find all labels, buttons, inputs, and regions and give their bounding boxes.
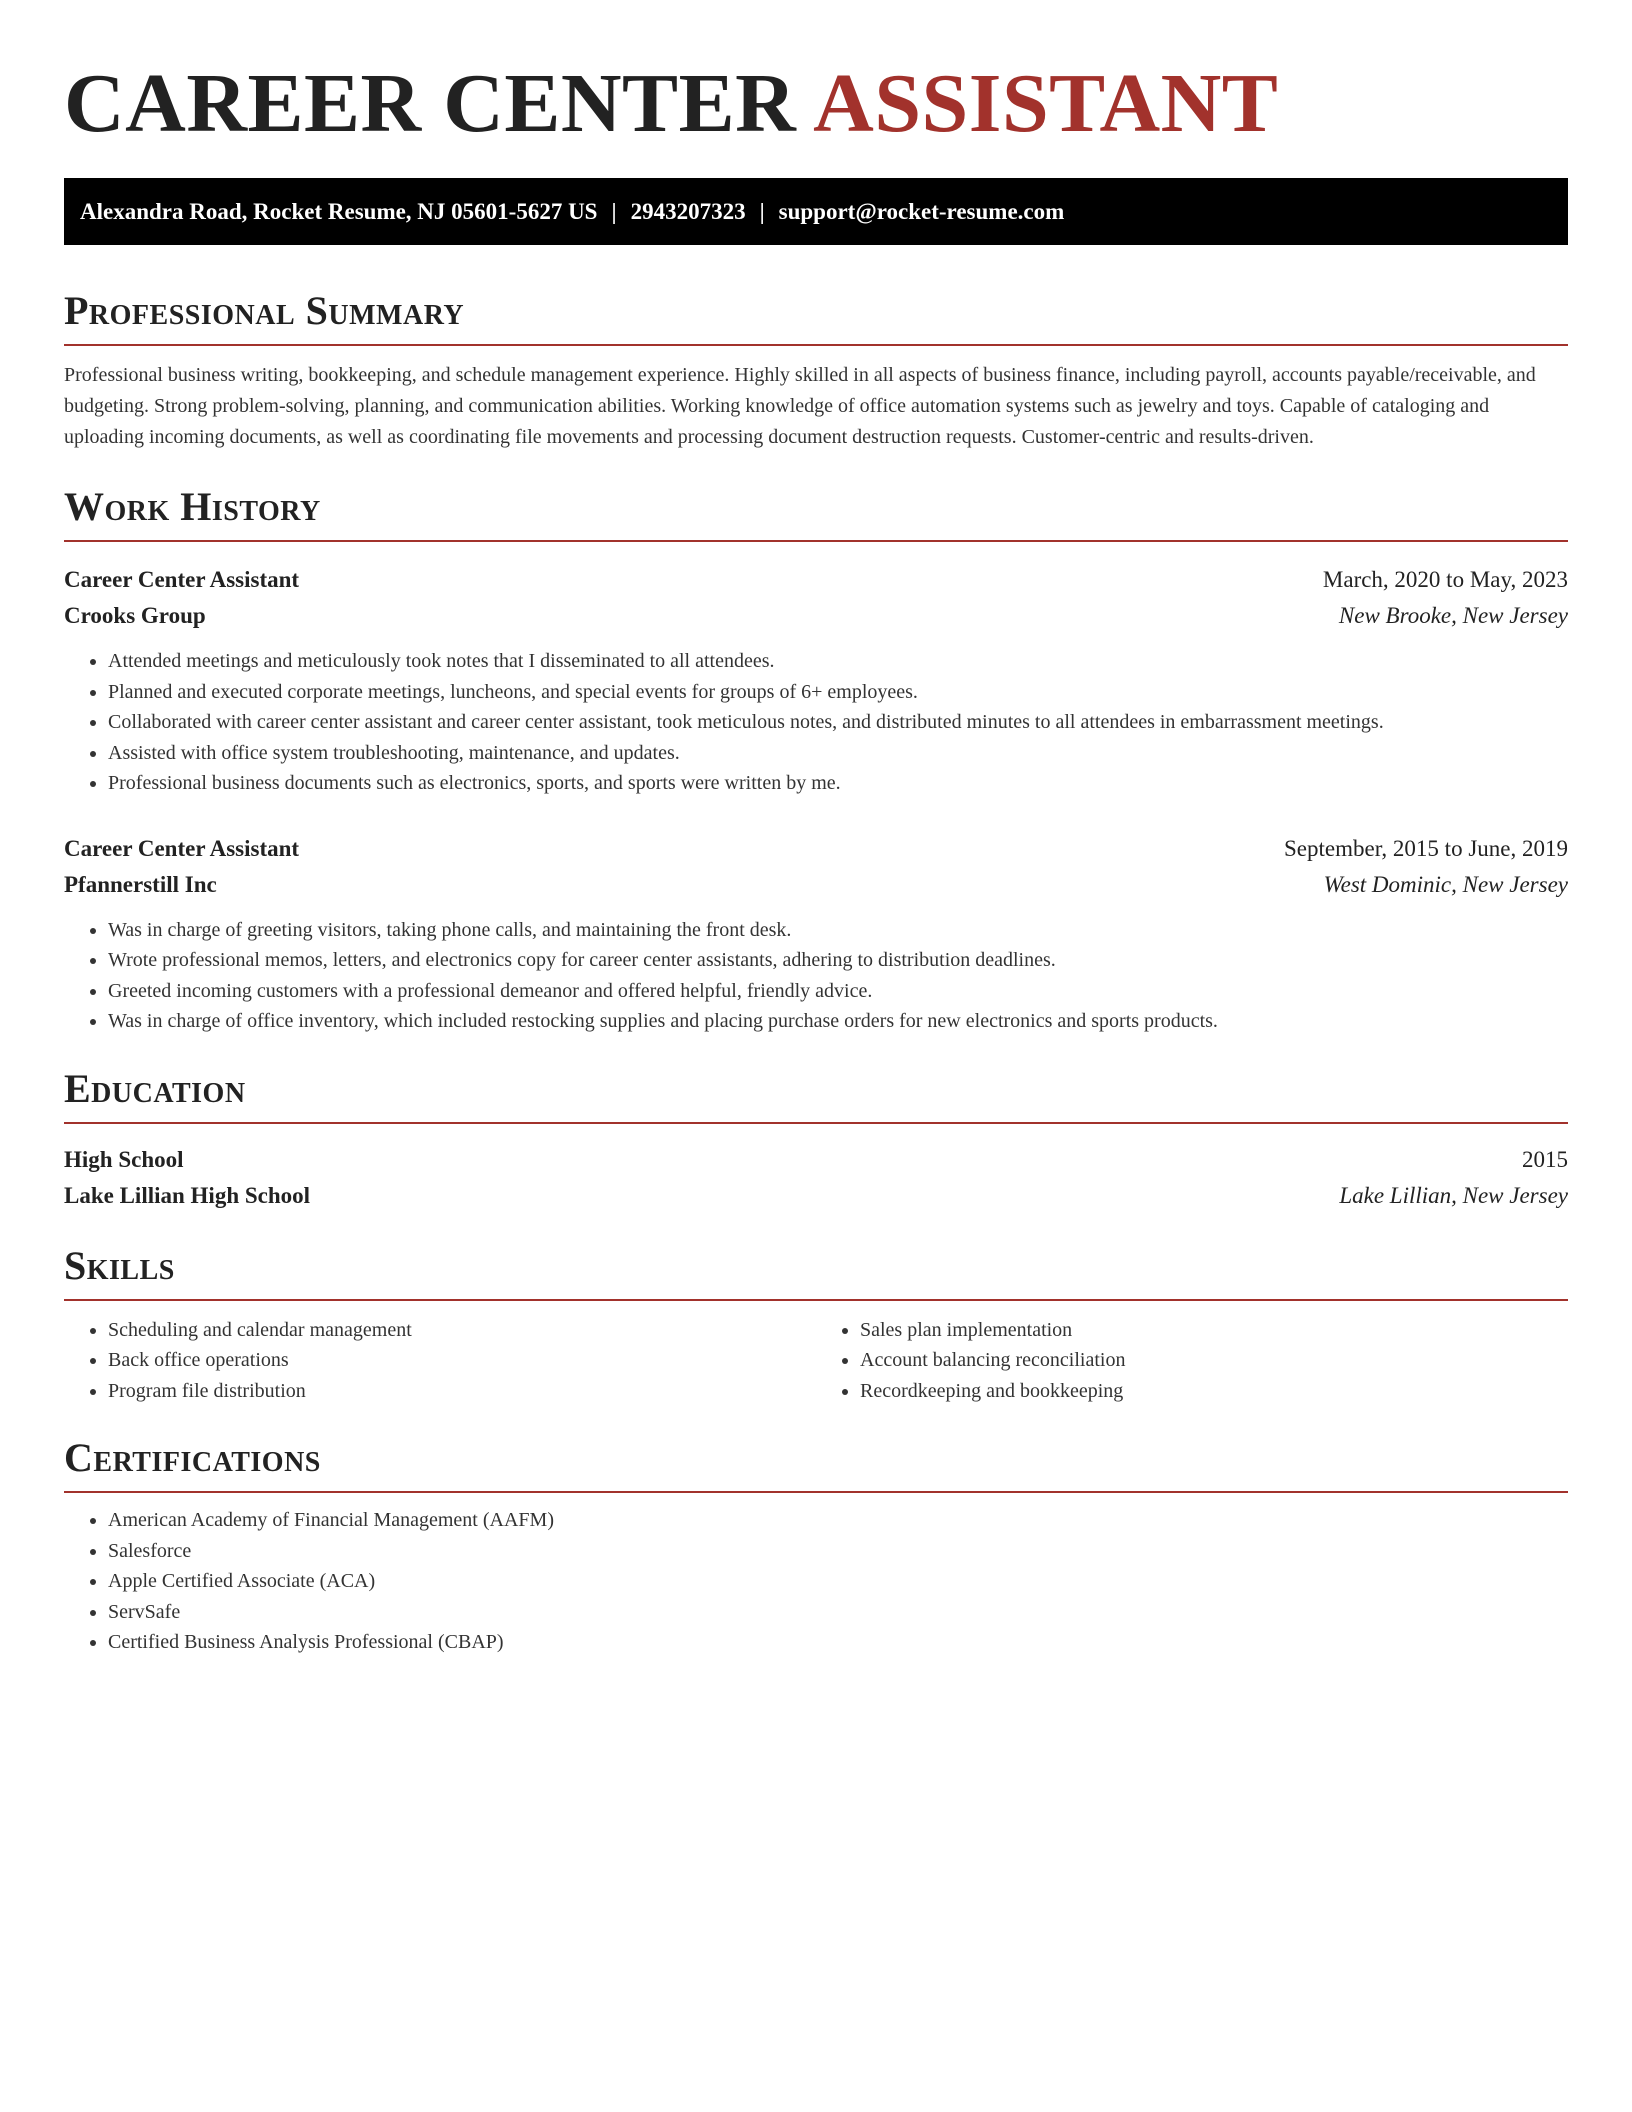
skill-item: • Scheduling and calendar management — [108, 1315, 816, 1346]
job-title: Career Center Assistant — [64, 567, 300, 592]
job-bullets — [64, 646, 1568, 799]
summary-text: Professional business writing, bookkeeping, and schedule management experience. Highly skilled in all aspects of business finance, including payroll, accounts payable/receivable, and budgeting. Strong problem-solving, planning, and communication abilities. Working knowledge of office automation systems such as jewelry and toys. Capable of cataloging and uploading incoming documents, as well as coordinating file movements and processing document destruction requests. Customer-centric and results-driven. — [64, 364, 1536, 448]
contact-bar — [64, 178, 1568, 245]
certification-item: • Apple Certified Associate (ACA) — [108, 1566, 1568, 1597]
certification-item: • Certified Business Analysis Professional (CBAP) — [108, 1627, 1568, 1658]
job-bullet: • Professional business documents such as electronics, sports, and sports were written by me. — [108, 768, 1568, 799]
contact-email: support@rocket-resume.com — [778, 198, 1065, 224]
section-divider — [64, 344, 1568, 346]
skills-list-right — [816, 1315, 1568, 1407]
skill-item: • Sales plan implementation — [860, 1315, 1568, 1346]
section-heading-work-history: Work History — [64, 484, 321, 529]
work-history-section — [64, 483, 1568, 1037]
section-divider — [64, 1122, 1568, 1124]
job-company: Pfannerstill Inc — [64, 871, 217, 897]
summary-section — [64, 287, 1568, 453]
contact-separator: | — [759, 198, 765, 224]
certification-item: • ServSafe — [108, 1597, 1568, 1628]
skills-list-left — [64, 1315, 816, 1407]
job-company: Crooks Group — [64, 603, 206, 628]
resume-title — [64, 0, 1568, 152]
contact-phone: 2943207323 — [630, 198, 746, 224]
section-heading-certifications: Certifications — [64, 1435, 321, 1480]
contact-separator: | — [611, 198, 617, 224]
section-divider — [64, 1491, 1568, 1493]
section-heading-skills: Skills — [64, 1242, 175, 1288]
job-dates: September, 2015 to June, 2019 — [1284, 835, 1568, 861]
skill-item: • Recordkeeping and bookkeeping — [860, 1376, 1568, 1407]
education-section — [64, 1065, 1568, 1214]
job-location: West Dominic, New Jersey — [1323, 871, 1568, 897]
education-entry — [64, 1142, 1568, 1214]
job-bullet: • Assisted with office system troubleshooting, maintenance, and updates. — [108, 738, 1568, 769]
job-title: Career Center Assistant — [64, 835, 300, 861]
section-divider — [64, 540, 1568, 542]
job-entry — [64, 562, 1568, 799]
job-entry — [64, 831, 1568, 1037]
job-bullet: • Attended meetings and meticulously took notes that I disseminated to all attendees. — [108, 646, 1568, 677]
job-bullet: • Planned and executed corporate meetings, luncheons, and special events for groups of 6+ employees. — [108, 677, 1568, 708]
job-bullet: • Greeted incoming customers with a professional demeanor and offered helpful, friendly advice. — [108, 976, 1568, 1007]
contact-address: Alexandra Road, Rocket Resume, NJ 05601-5627 US — [80, 198, 598, 224]
job-bullet: • Was in charge of greeting visitors, taking phone calls, and maintaining the front desk. — [108, 915, 1568, 946]
certification-item: • American Academy of Financial Management (AAFM) — [108, 1505, 1568, 1536]
section-heading-education: Education — [64, 1065, 246, 1111]
certification-item: • Salesforce — [108, 1536, 1568, 1567]
section-divider — [64, 1299, 1568, 1301]
title-accent-part: ASSISTANT — [813, 57, 1279, 150]
job-bullet: • Wrote professional memos, letters, and electronics copy for career center assistants, adhering to distribution deadlines. — [108, 945, 1568, 976]
job-bullet: • Was in charge of office inventory, which included restocking supplies and placing purchase orders for new electronics and sports products. — [108, 1006, 1568, 1037]
education-year: 2015 — [1522, 1146, 1568, 1172]
title-job-part: CAREER CENTER — [64, 57, 797, 150]
certifications-section — [64, 1434, 1568, 1658]
skills-section — [64, 1242, 1568, 1407]
skill-item: • Program file distribution — [108, 1376, 816, 1407]
job-bullets — [64, 915, 1568, 1037]
job-dates: March, 2020 to May, 2023 — [1322, 567, 1568, 592]
skill-item: • Account balancing reconciliation — [860, 1345, 1568, 1376]
skill-item: • Back office operations — [108, 1345, 816, 1376]
section-heading-summary: Professional Summary — [64, 288, 465, 333]
job-location: New Brooke, New Jersey — [1338, 603, 1568, 628]
certifications-list — [64, 1505, 1568, 1658]
education-location: Lake Lillian, New Jersey — [1339, 1182, 1568, 1208]
education-school: Lake Lillian High School — [64, 1182, 311, 1208]
job-bullet: • Collaborated with career center assistant and career center assistant, took meticulous notes, and distributed minutes to all attendees in embarrassment meetings. — [108, 707, 1568, 738]
education-degree: High School — [64, 1146, 184, 1172]
skills-grid — [64, 1315, 1568, 1407]
